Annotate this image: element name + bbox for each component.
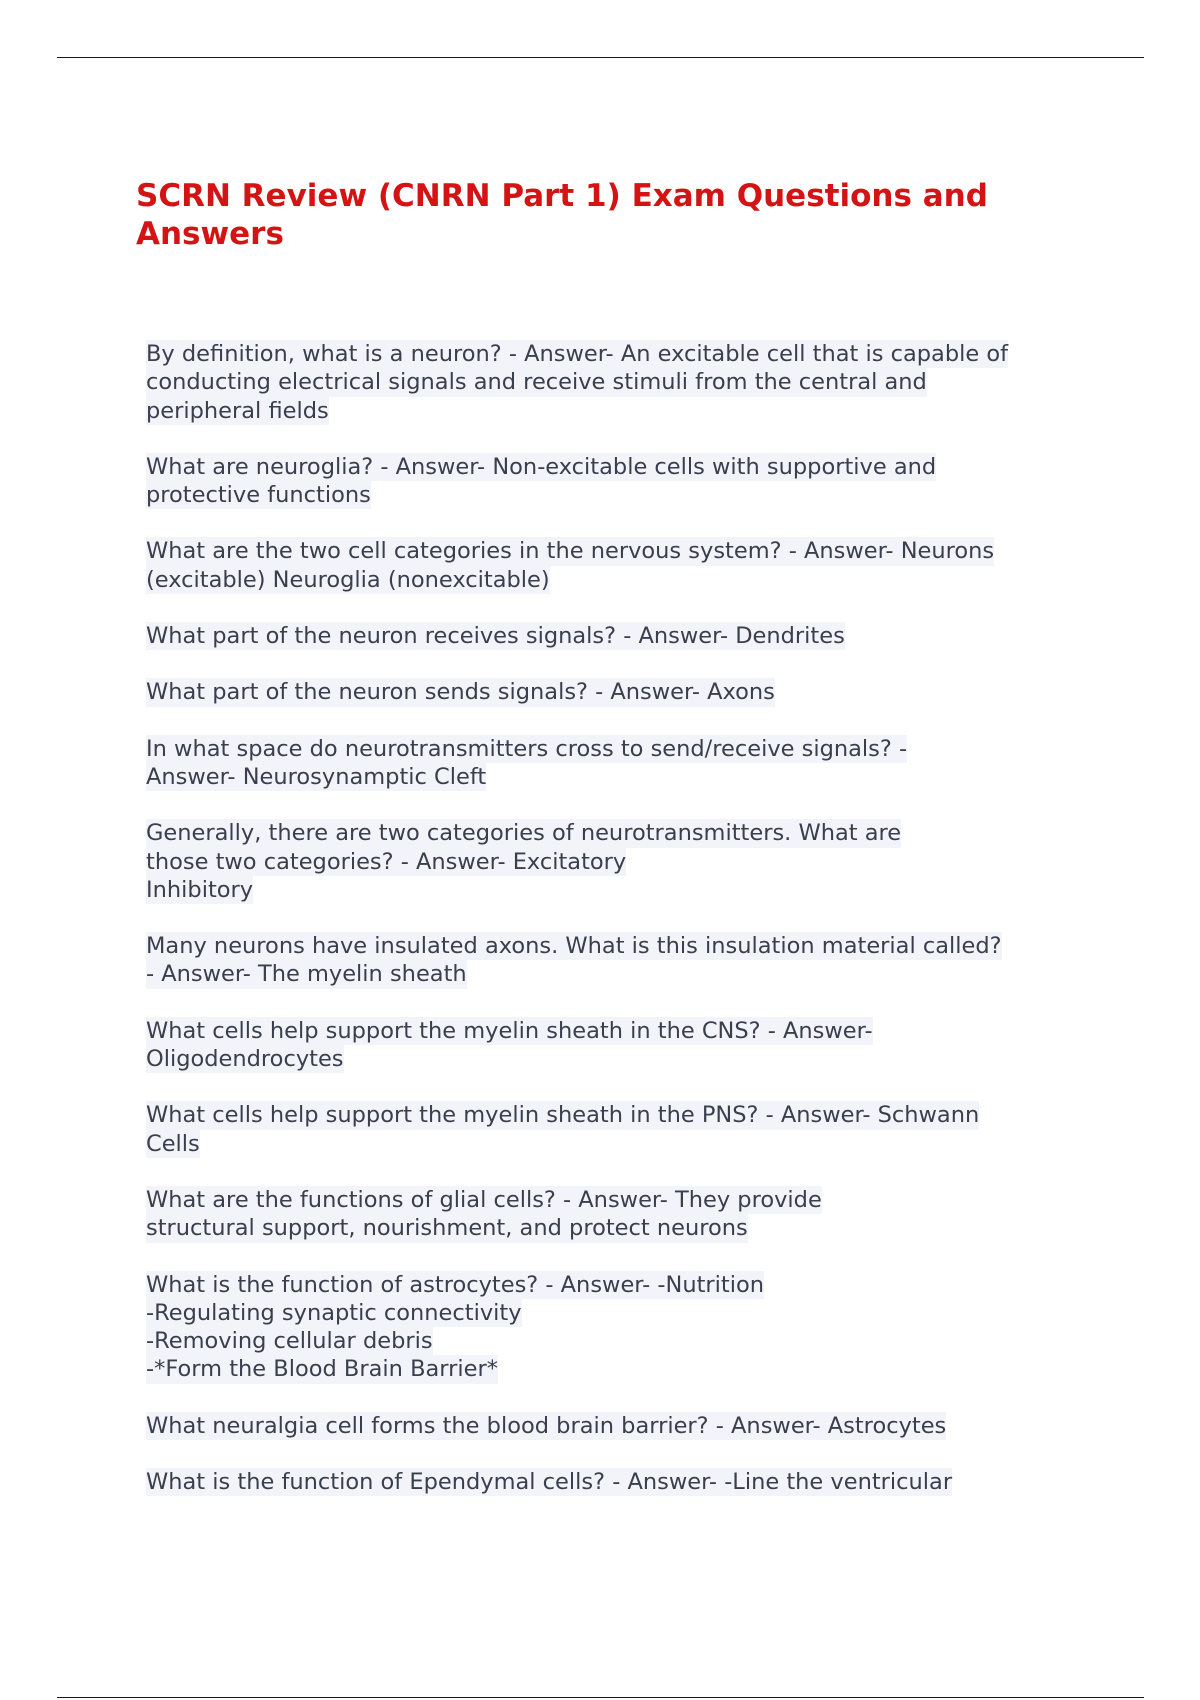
qa-item — [146, 819, 1086, 904]
qa-item — [146, 537, 1086, 594]
qa-item — [146, 1468, 1086, 1496]
document-title — [136, 177, 1076, 253]
qa-item — [146, 1101, 1086, 1158]
qa-item — [146, 932, 1086, 989]
qa-text-line: What are the functions of glial cells? - Answer- They provide — [146, 1186, 822, 1213]
qa-text-line: Many neurons have insulated axons. What is this insulation material called? — [146, 933, 1002, 960]
qa-item — [146, 340, 1086, 425]
qa-item — [146, 1017, 1086, 1074]
qa-text-line: What neuralgia cell forms the blood brain barrier? - Answer- Astrocytes — [146, 1412, 947, 1439]
qa-item — [146, 735, 1086, 792]
qa-text-line: -Regulating synaptic connectivity — [146, 1299, 522, 1326]
qa-item — [146, 1186, 1086, 1243]
qa-text-line: -*Form the Blood Brain Barrier* — [146, 1356, 498, 1383]
qa-text-line: Generally, there are two categories of neurotransmitters. What are — [146, 820, 902, 847]
qa-text-line: conducting electrical signals and receive stimuli from the central and — [146, 369, 927, 396]
qa-item — [146, 678, 1086, 706]
bottom-divider — [57, 1697, 1144, 1698]
qa-text-line: (excitable) Neuroglia (nonexcitable) — [146, 566, 550, 593]
qa-item — [146, 453, 1086, 510]
qa-text-line: protective functions — [146, 482, 371, 509]
qa-text-line: By definition, what is a neuron? - Answer- An excitable cell that is capable of — [146, 341, 1009, 367]
qa-text-line: What are neuroglia? - Answer- Non-excitable cells with supportive and — [146, 453, 937, 480]
qa-text-line: What cells help support the myelin sheath in the CNS? - Answer- — [146, 1017, 873, 1044]
qa-text-line: -Removing cellular debris — [146, 1328, 433, 1355]
qa-text-line: What part of the neuron sends signals? - Answer- Axons — [146, 679, 775, 706]
qa-text-line: What cells help support the myelin sheath in the PNS? - Answer- Schwann — [146, 1102, 980, 1129]
qa-text-line: Inhibitory — [146, 876, 254, 903]
qa-text-line: Cells — [146, 1130, 200, 1157]
qa-text-line: In what space do neurotransmitters cross to send/receive signals? - — [146, 735, 908, 762]
qa-item — [146, 1412, 1086, 1440]
qa-text-line: structural support, nourishment, and protect neurons — [146, 1215, 748, 1242]
qa-text-line: Oligodendrocytes — [146, 1046, 344, 1073]
qa-text-line: those two categories? - Answer- Excitatory — [146, 848, 627, 875]
qa-text-line: peripheral fields — [146, 397, 329, 424]
qa-list — [146, 340, 1086, 1524]
qa-item — [146, 1271, 1086, 1384]
top-divider — [57, 57, 1144, 58]
qa-text-line: What is the function of Ependymal cells? - Answer- -Line the ventricular — [146, 1469, 953, 1496]
qa-text-line: What are the two cell categories in the nervous system? - Answer- Neurons — [146, 538, 995, 565]
qa-text-line: What is the function of astrocytes? - Answer- -Nutrition — [146, 1271, 765, 1298]
title-line: SCRN Review (CNRN Part 1) Exam Questions and — [136, 178, 988, 214]
qa-text-line: - Answer- The myelin sheath — [146, 961, 467, 988]
qa-text-line: What part of the neuron receives signals? - Answer- Dendrites — [146, 623, 845, 650]
qa-item — [146, 622, 1086, 650]
qa-text-line: Answer- Neurosynamptic Cleft — [146, 763, 487, 790]
title-line: Answers — [136, 216, 284, 252]
